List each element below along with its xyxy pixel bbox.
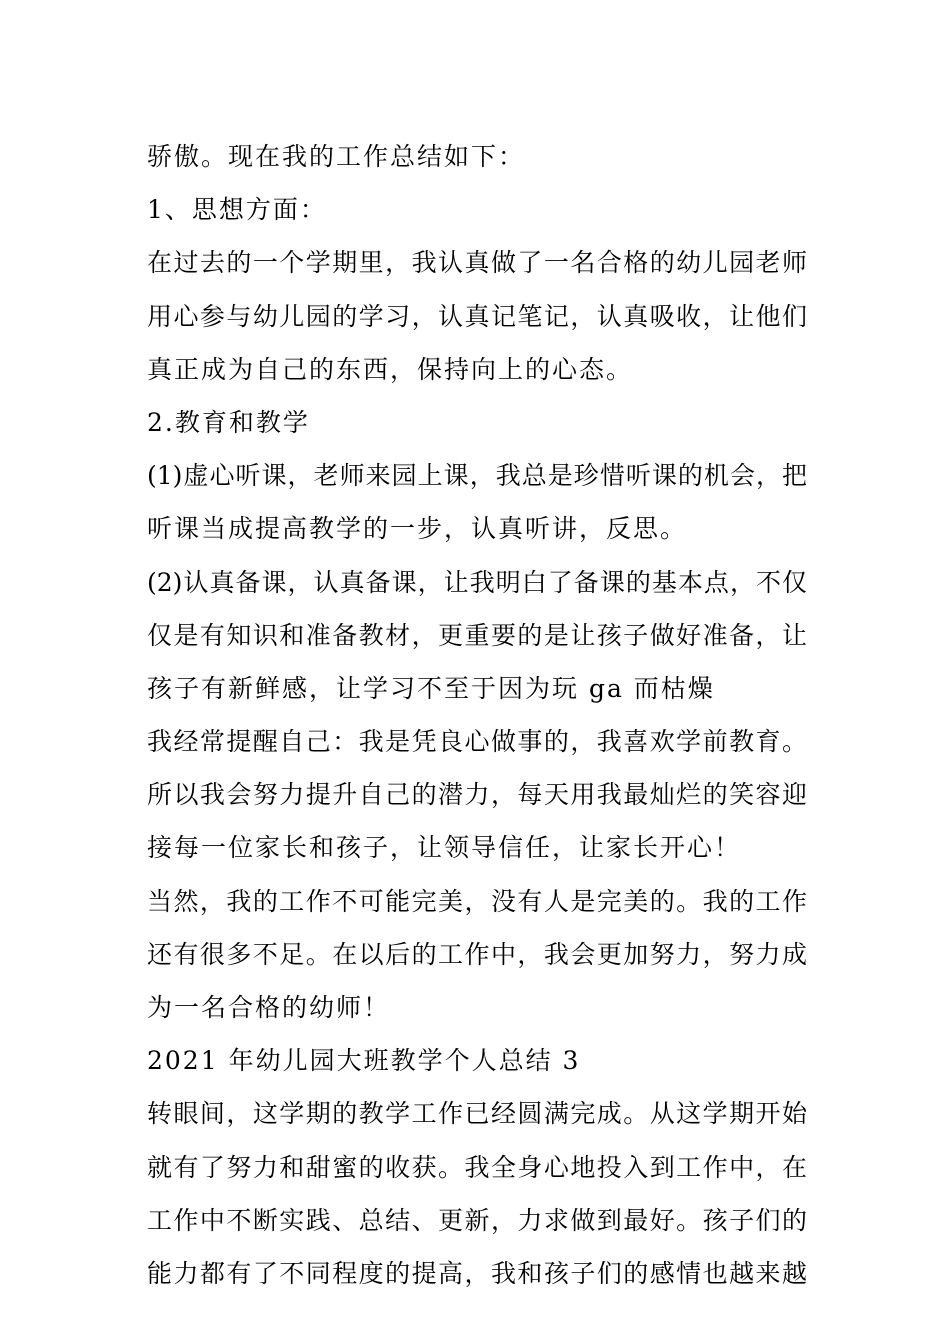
- text-line: 为一名合格的幼师！: [147, 993, 391, 1022]
- text-line: 还有很多不足。在以后的工作中，我会更加努力，努力成: [147, 939, 807, 969]
- text-line: 能力都有了不同程度的提高，我和孩子们的感情也越来越: [147, 1258, 807, 1288]
- text-line: 当然，我的工作不可能完美，没有人是完美的。我的工作: [147, 886, 807, 916]
- text-line: 就有了努力和甜蜜的收获。我全身心地投入到工作中，在: [147, 1152, 807, 1182]
- text-line: 2021 年幼儿园大班教学个人总结 3: [147, 1046, 581, 1076]
- text-line: 真正成为自己的东西，保持向上的心态。: [147, 354, 634, 384]
- text-line: 用心参与幼儿园的学习，认真记笔记，认真吸收，让他们: [147, 301, 807, 331]
- text-line: 接每一位家长和孩子，让领导信任，让家长开心！: [147, 833, 742, 863]
- text-line: 所以我会努力提升自己的潜力，每天用我最灿烂的笑容迎: [147, 780, 807, 810]
- text-line: 骄傲。现在我的工作总结如下：: [147, 142, 526, 171]
- document-body: [147, 130, 807, 1300]
- text-line: 孩子有新鲜感，让学习不至于因为玩 ga 而枯燥: [147, 673, 715, 703]
- text-line: 2.教育和教学: [147, 407, 310, 437]
- text-line: 转眼间，这学期的教学工作已经圆满完成。从这学期开始: [147, 1099, 807, 1129]
- text-line: 听课当成提高教学的一步，认真听讲，反思。: [147, 514, 688, 544]
- text-line: 在过去的一个学期里，我认真做了一名合格的幼儿园老师: [147, 248, 807, 278]
- text-line: (1)虚心听课，老师来园上课，我总是珍惜听课的机会，把: [147, 461, 807, 491]
- text-line: 工作中不断实践、总结、更新，力求做到最好。孩子们的: [147, 1205, 807, 1235]
- text-line: 仅是有知识和准备教材，更重要的是让孩子做好准备，让: [147, 620, 807, 650]
- text-line: 我经常提醒自己：我是凭良心做事的，我喜欢学前教育。: [147, 727, 807, 757]
- text-line: (2)认真备课，认真备课，让我明白了备课的基本点，不仅: [147, 567, 807, 597]
- text-line: 1、思想方面：: [147, 195, 327, 225]
